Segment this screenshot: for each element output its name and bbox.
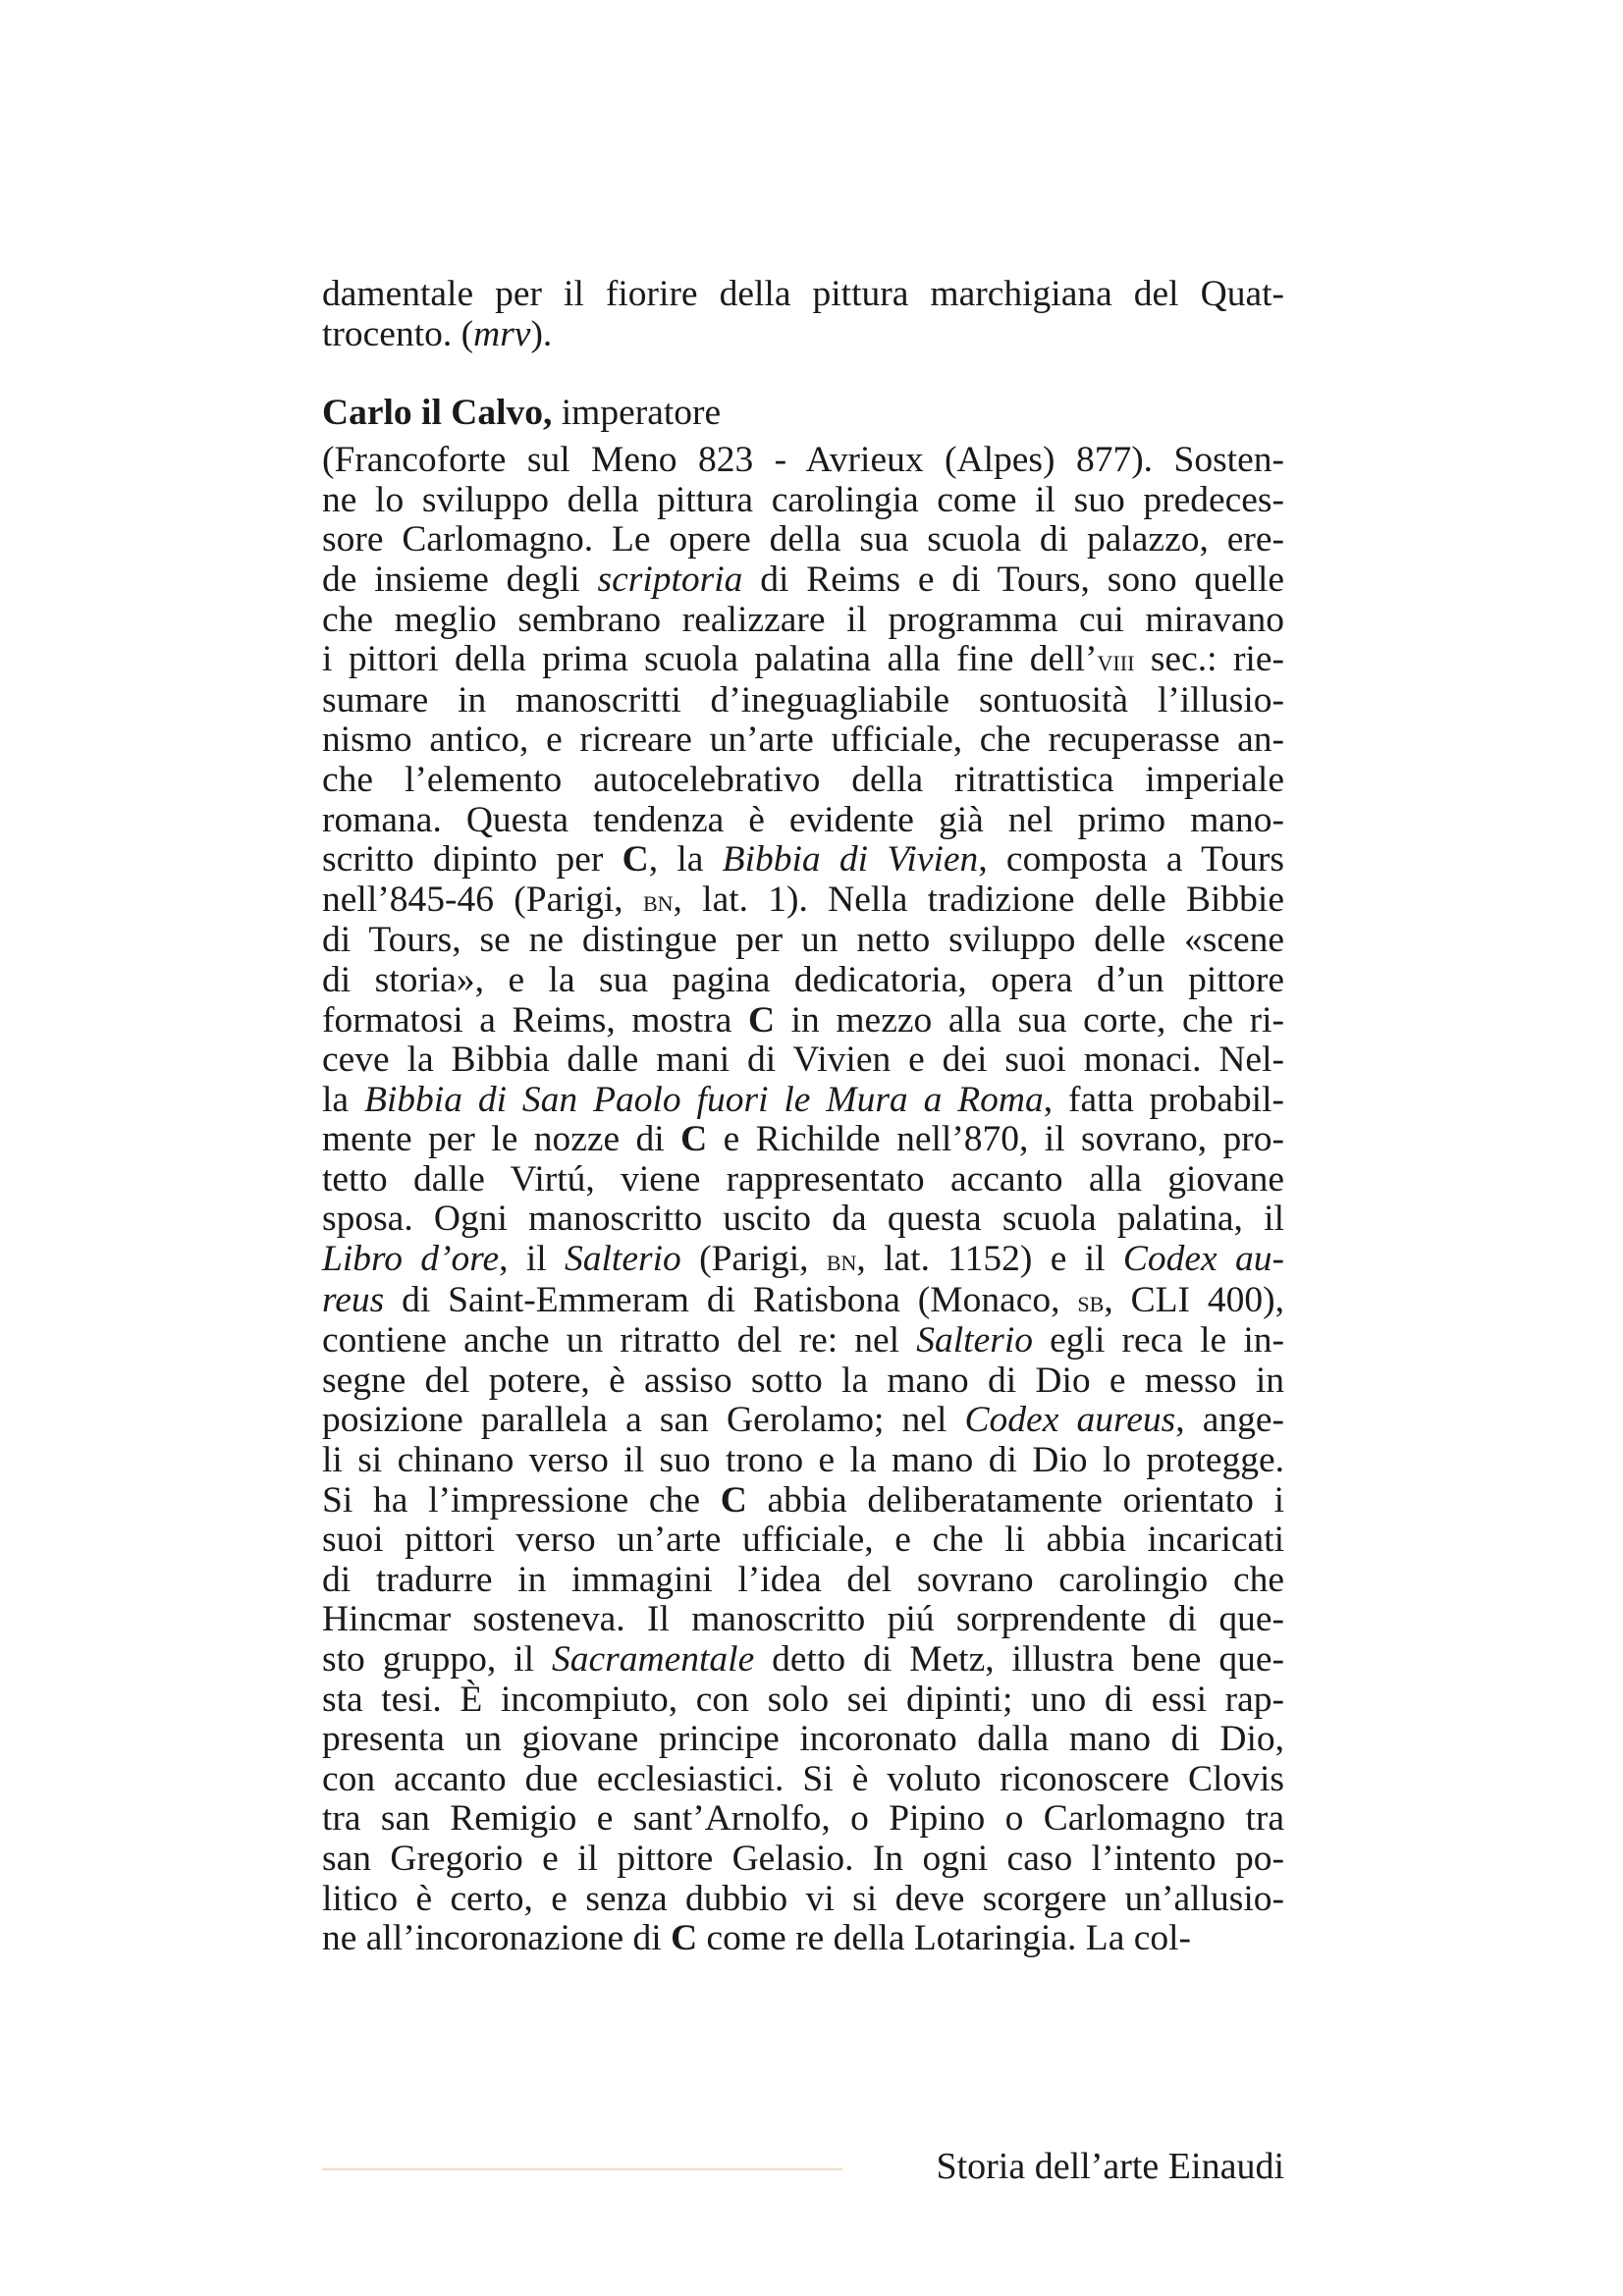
text-line: Hincmar sosteneva. Il manoscritto piú sorprendente di que- <box>322 1599 1284 1640</box>
text-line: di tradurre in immagini l’idea del sovrano carolingio che <box>322 1559 1284 1600</box>
text-line: (Francoforte sul Meno 823 - Avrieux (Alpes) 877). Sosten- <box>322 440 1284 481</box>
page-body <box>322 275 1284 1959</box>
text-line: che l’elemento autocelebrativo della ritrattistica imperiale <box>322 759 1284 800</box>
text-line: mente per le nozze di C e Richilde nell’870, il sovrano, pro- <box>322 1119 1284 1160</box>
text-line: sumare in manoscritti d’ineguagliabile sontuosità l’illusio- <box>322 679 1284 721</box>
text-line: presenta un giovane principe incoronato dalla mano di Dio, <box>322 1719 1284 1760</box>
text-line: nismo antico, e ricreare un’arte ufficiale, che recuperasse an- <box>322 720 1284 761</box>
text-line: scritto dipinto per C, la Bibbia di Vivien, composta a Tours <box>322 839 1284 881</box>
text-line: ne all’incoronazione di C come re della Lotaringia. La col- <box>322 1918 1192 1959</box>
text-line: trocento. (mrv). <box>322 313 553 354</box>
entry-qualifier: imperatore <box>561 393 722 434</box>
text-line: la Bibbia di San Paolo fuori le Mura a Roma, fatta probabil- <box>322 1079 1284 1120</box>
text-line: posizione parallela a san Gerolamo; nel Codex aureus, ange- <box>322 1400 1284 1441</box>
previous-entry-tail <box>322 275 1284 354</box>
text-line: sto gruppo, il Sacramentale detto di Metz, illustra bene que- <box>322 1639 1284 1680</box>
text-line: romana. Questa tendenza è evidente già nel primo mano- <box>322 799 1284 840</box>
entry-heading <box>322 390 1284 437</box>
text-line: li si chinano verso il suo trono e la mano di Dio lo protegge. <box>322 1440 1284 1481</box>
text-line: sposa. Ogni manoscritto uscito da questa scuola palatina, il <box>322 1199 1284 1240</box>
page-footer <box>322 2142 1284 2191</box>
text-line: ne lo sviluppo della pittura carolingia come il suo predeces- <box>322 479 1284 520</box>
text-line: i pittori della prima scuola palatina alla fine dell’viii sec.: rie- <box>322 639 1284 680</box>
text-line: ceve la Bibbia dalle mani di Vivien e dei suoi monaci. Nel- <box>322 1040 1284 1081</box>
text-line: formatosi a Reims, mostra C in mezzo alla sua corte, che ri- <box>322 999 1285 1041</box>
text-line: reus di Saint-Emmeram di Ratisbona (Monaco, sb, CLI 400), <box>322 1279 1284 1320</box>
text-line: di storia», e la sua pagina dedicatoria, opera d’un pittore <box>322 959 1284 1000</box>
text-line: san Gregorio e il pittore Gelasio. In ogni caso l’intento po- <box>322 1838 1284 1879</box>
text-line: Si ha l’impressione che C abbia deliberatamente orientato i <box>322 1479 1284 1521</box>
entry-body <box>322 441 1284 1959</box>
text-line: con accanto due ecclesiastici. Si è voluto riconoscere Clovis <box>322 1758 1284 1799</box>
text-line: sore Carlomagno. Le opere della sua scuola di palazzo, ere- <box>322 519 1284 561</box>
text-line: tra san Remigio e sant’Arnolfo, o Pipino o Carlomagno tra <box>322 1798 1284 1840</box>
entry-name: Carlo il Calvo, <box>322 393 553 434</box>
text-line: damentale per il fiorire della pittura marchigiana del Quat- <box>322 274 1284 314</box>
text-line: che meglio sembrano realizzare il programma cui miravano <box>322 599 1284 640</box>
text-line: litico è certo, e senza dubbio vi si deve scorgere un’allusio- <box>322 1878 1284 1919</box>
text-line: suoi pittori verso un’arte ufficiale, e che li abbia incaricati <box>322 1520 1284 1561</box>
text-line: Libro d’ore, il Salterio (Parigi, bn, lat. 1152) e il Codex au- <box>322 1239 1284 1280</box>
text-line: de insieme degli scriptoria di Reims e di Tours, sono quelle <box>322 559 1285 600</box>
text-line: contiene anche un ritratto del re: nel Salterio egli reca le in- <box>322 1320 1284 1362</box>
text-line: nell’845-46 (Parigi, bn, lat. 1). Nella tradizione delle Bibbie <box>322 879 1284 920</box>
text-line: segne del potere, è assiso sotto la mano di Dio e messo in <box>322 1360 1284 1401</box>
text-line: tetto dalle Virtú, viene rappresentato accanto alla giovane <box>322 1158 1284 1200</box>
text-line: sta tesi. È incompiuto, con solo sei dipinti; uno di essi rap- <box>322 1679 1284 1720</box>
footer-rule <box>322 2168 842 2170</box>
text-line: di Tours, se ne distingue per un netto sviluppo delle «scene <box>322 920 1284 961</box>
footer-title: Storia dell’arte Einaudi <box>936 2146 1284 2187</box>
